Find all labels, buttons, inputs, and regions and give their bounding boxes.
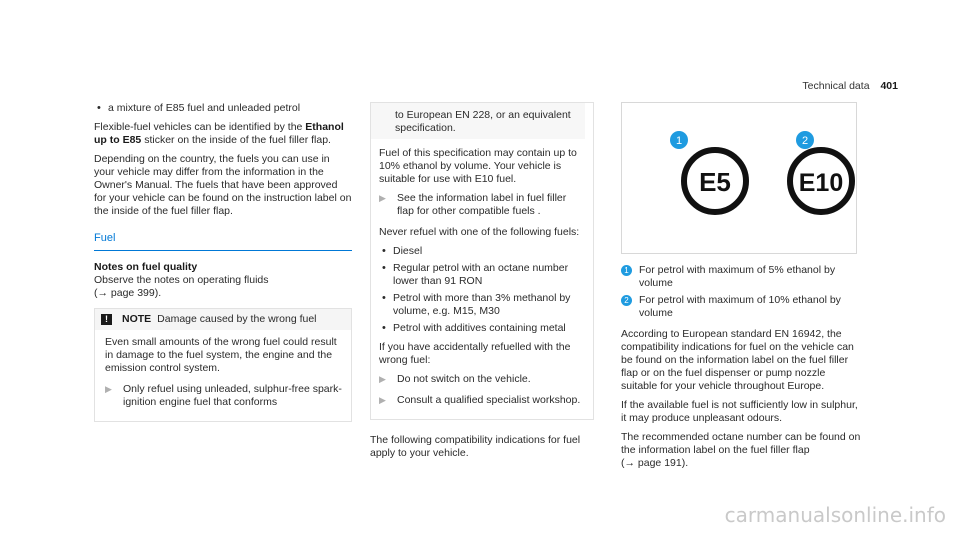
legend-item: [621, 294, 861, 320]
text: sticker on the inside of the fuel filler flap.: [144, 134, 331, 146]
page-number: 401: [880, 80, 898, 92]
continuation-text: to European EN 228, or an equivalent specification.: [395, 109, 571, 134]
text: The recommended octane number can be found on the information label on the fuel filler flap: [621, 431, 861, 456]
paragraph-never-refuel: Never refuel with one of the following fuels:: [379, 226, 580, 238]
instruction-step: [379, 394, 585, 407]
list-item: • a mixture of E85 fuel and unleaded petrol: [94, 102, 352, 115]
column-right: [621, 102, 861, 476]
instruction-step: [379, 192, 585, 218]
note-text: Even small amounts of the wrong fuel could result in damage to the fuel system, the engine and the emission control system.: [105, 336, 337, 374]
legend-item: [621, 264, 861, 290]
column-left: [94, 102, 352, 422]
bullet-list-fuels: [379, 245, 585, 335]
fuel-label-illustration: [622, 103, 856, 253]
marker-1-icon: 1: [621, 265, 632, 276]
legend-text: For petrol with maximum of 5% ethanol by volume: [639, 264, 836, 289]
bullet-list-top: [94, 102, 352, 115]
marker-2-icon: 2: [621, 295, 632, 306]
note-title: NOTE: [122, 313, 152, 325]
e5-label: E5: [699, 167, 731, 197]
note-box-continued: [370, 102, 594, 420]
paragraph-sulphur: If the available fuel is not sufficiently low in sulphur, it may produce unpleasant odours.: [621, 399, 858, 424]
paragraph-compatibility: The following compatibility indications for fuel apply to your vehicle.: [370, 434, 581, 459]
note-body: [95, 330, 351, 421]
arrow-right-icon: ▶: [379, 395, 386, 405]
note-box: [94, 308, 352, 422]
page-reference-link[interactable]: (→ page 399).: [94, 287, 162, 299]
step-text: See the information label in fuel filler flap for other compatible fuels .: [397, 192, 567, 217]
paragraph-observe: [94, 274, 352, 300]
paragraph-octane: [621, 431, 861, 470]
instruction-step: [379, 373, 585, 386]
marker-1-label: 1: [675, 135, 683, 147]
note-subtitle: Damage caused by the wrong fuel: [157, 313, 317, 325]
subheading-fuel-quality: Notes on fuel quality: [94, 261, 198, 273]
list-item: • Regular petrol with an octane number lower than 91 RON: [379, 262, 585, 288]
section-name: Technical data: [802, 80, 870, 92]
arrow-right-icon: ▶: [105, 384, 112, 394]
sticker-label: Ethanol up to E85: [94, 121, 344, 146]
paragraph-specification: Fuel of this specification may contain up to 10% ethanol by volume. Your vehicle is suitable for use with E10 fuel.: [379, 147, 577, 185]
e10-label: E10: [798, 169, 844, 197]
legend-text: For petrol with maximum of 10% ethanol by volume: [639, 294, 841, 319]
list-item: • Petrol with more than 3% methanol by volume, e.g. M15, M30: [379, 292, 585, 318]
text: Observe the notes on operating fluids: [94, 274, 269, 286]
paragraph-accidental: If you have accidentally refuelled with the wrong fuel:: [379, 341, 571, 366]
page-header: [802, 80, 898, 92]
warning-icon: !: [101, 314, 112, 325]
step-text: Only refuel using unleaded, sulphur-free spark-ignition engine fuel that conforms: [123, 383, 342, 408]
note-header: [95, 309, 351, 330]
list-item: • Diesel: [379, 245, 585, 258]
step-text: Do not switch on the vehicle.: [397, 373, 531, 385]
page-reference-link[interactable]: (→ page 191).: [621, 457, 689, 469]
step-text: Consult a qualified specialist workshop.: [397, 394, 581, 406]
arrow-right-icon: ▶: [379, 374, 386, 384]
column-middle: [370, 102, 594, 466]
list-item: • Petrol with additives containing metal: [379, 322, 585, 335]
text: Flexible-fuel vehicles can be identified by the: [94, 121, 303, 133]
instruction-step: [105, 383, 343, 409]
paragraph-country: Depending on the country, the fuels you can use in your vehicle may differ from the information in the Owner's Manual. The fuels that have been approved for your vehicle can be found on the instruction label on the inside of the fuel filler flap.: [94, 153, 352, 217]
paragraph-flexfuel: [94, 121, 352, 147]
fuel-label-figure: [621, 102, 857, 254]
note-continuation: [371, 103, 585, 139]
arrow-right-icon: ▶: [379, 193, 386, 203]
marker-2-label: 2: [801, 135, 809, 147]
paragraph-standard: According to European standard EN 16942, the compatibility indications for fuel on the vehicle can be found on the information label on the fuel filler flap or on the fuel dispenser or pump nozzle suitable for your vehicle throughout Europe.: [621, 328, 854, 392]
section-title-fuel: Fuel: [94, 232, 352, 251]
watermark: carmanualsonline.info: [724, 503, 946, 527]
